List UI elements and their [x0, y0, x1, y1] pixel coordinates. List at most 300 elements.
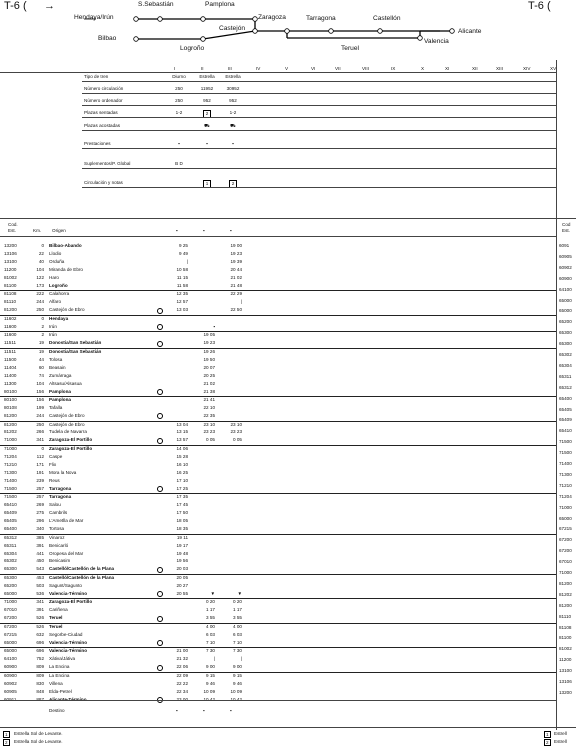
station-km: 503	[36, 582, 44, 588]
station-name: Tortosa	[49, 526, 65, 532]
stop-circle-icon	[157, 324, 163, 330]
station-km: 244	[36, 299, 44, 305]
station-km: 2	[41, 332, 44, 338]
time-col-1: 22 09	[176, 672, 188, 678]
time-col-1: 22 22	[176, 680, 188, 686]
station-km: 104	[36, 380, 44, 386]
time-col-1: 20 55	[176, 590, 188, 596]
station-km: 19	[38, 348, 44, 354]
time-col-3: 7 30	[233, 648, 242, 654]
group-divider	[0, 493, 556, 494]
info-row-label: Prestaciones	[84, 141, 111, 146]
info-row-value: 1-2	[229, 110, 237, 115]
footnote-number: 1	[5, 732, 8, 737]
station-name: Segorbe-Ciudad	[49, 631, 83, 637]
station-code: 71500	[4, 485, 17, 491]
time-col-3: 22 29	[230, 291, 242, 297]
time-col-3: 22 50	[230, 307, 242, 313]
station-name: Llodio	[49, 250, 62, 256]
station-name: L'Ametlla de Mar	[49, 518, 84, 524]
station-code: 65409	[4, 510, 17, 516]
station-km: 0	[41, 243, 44, 248]
time-col-2: 19 05	[203, 332, 215, 338]
time-col-1: 14 06	[176, 445, 188, 451]
right-station-code: 71500	[559, 439, 572, 445]
right-station-code: 81108	[559, 624, 572, 630]
station-name: Cariñena	[49, 607, 68, 613]
group-divider	[0, 290, 556, 291]
station-name: Logroño	[49, 282, 68, 288]
time-col-1: 13 15	[176, 429, 188, 435]
station-km: 391	[36, 542, 44, 548]
time-col-3: 19 00	[230, 243, 242, 248]
station-code: 65000	[4, 639, 17, 645]
divider	[0, 236, 556, 237]
station-code: 65400	[4, 526, 17, 532]
time-col-3: 21 48	[230, 282, 242, 288]
station-name: Castejón de Ebro	[49, 307, 85, 313]
station-km: 0	[41, 445, 44, 451]
map-label-logrono: Logroño	[180, 45, 205, 52]
info-row-label: Plazas acostadas	[84, 123, 121, 128]
col-numeral: XV	[550, 66, 557, 71]
time-col-1: 9 25	[179, 243, 188, 248]
station-name: Salou	[49, 502, 61, 508]
time-col-3: 9 15	[233, 672, 242, 678]
destino-mark: ▪	[230, 708, 232, 713]
time-col-3: 23 10	[230, 421, 242, 427]
station-name: Reus	[49, 477, 60, 483]
station-km: 391	[36, 607, 44, 613]
station-name: Valencia-Término	[49, 639, 88, 645]
station-km: 526	[36, 623, 44, 629]
station-km: 341	[36, 599, 44, 605]
station-code: 71400	[4, 477, 17, 483]
col-numeral: XII	[472, 66, 478, 71]
info-row-value: 952	[229, 98, 237, 103]
time-col-2: 21 38	[203, 388, 215, 394]
right-station-code: 81110	[559, 613, 572, 619]
stop-circle-icon	[157, 486, 163, 492]
info-row-label: Circulación y notas	[84, 180, 123, 185]
station-code: 60911	[4, 696, 17, 702]
origin-mark: ▪	[203, 228, 205, 233]
station-code: 11500	[4, 356, 17, 362]
right-station-code: 67215	[559, 526, 572, 532]
info-row-divider	[82, 187, 556, 188]
stop-circle-icon	[157, 389, 163, 395]
right-station-code: 65400	[559, 395, 572, 401]
station-code: 65312	[4, 534, 17, 540]
destino-mark: ▪	[203, 708, 205, 713]
station-code: 65304	[4, 550, 17, 556]
time-col-2: 21 02	[203, 380, 215, 386]
footnote-number: 1	[546, 732, 549, 737]
station-km: 250	[36, 421, 44, 427]
col-numeral: VII	[335, 66, 341, 71]
time-col-1: 11 58	[176, 282, 188, 288]
station-km: 526	[36, 615, 44, 621]
col-numeral: V	[285, 66, 289, 71]
col-numeral: VI	[311, 66, 316, 71]
info-row-value: ▪	[232, 141, 234, 146]
station-name: Tolosa	[49, 356, 63, 362]
station-name: Vinaroz	[49, 534, 65, 540]
right-station-code: 71400	[559, 461, 572, 466]
station-code: 71300	[4, 469, 17, 475]
station-code: 65311	[4, 542, 17, 548]
station-code: 65300	[4, 574, 17, 580]
time-col-2: 9 46	[206, 680, 215, 686]
station-code: 67200	[4, 615, 17, 621]
station-km: 269	[36, 502, 44, 508]
station-name: Valencia-Término	[49, 648, 88, 654]
right-station-code: 71500	[559, 450, 572, 456]
time-col-1: 17 35	[176, 494, 188, 500]
right-station-code: 81200	[559, 602, 572, 608]
time-col-3: 3 55	[233, 615, 242, 621]
time-col-3: 7 10	[233, 639, 242, 645]
station-code: 67010	[4, 607, 17, 613]
group-divider	[0, 421, 556, 422]
map-label-sebastian: S.Sebastián	[138, 1, 174, 8]
right-station-code: 81100	[559, 635, 572, 641]
map-label-teruel: Teruel	[341, 45, 359, 52]
col-numeral: IX	[391, 66, 396, 71]
time-col-1: 20 05	[176, 574, 188, 580]
right-table-title: T-6 (	[528, 0, 551, 12]
time-col-2: 9 00	[206, 664, 215, 670]
station-code: 81100	[4, 282, 17, 288]
right-station-code: 65300	[559, 330, 572, 336]
station-code: 71204	[4, 453, 17, 459]
time-col-2: 10 42	[203, 696, 215, 702]
station-name: Tudela de Navarra	[49, 429, 87, 435]
time-col-3: 1 17	[233, 607, 242, 613]
station-name: Tarragona	[49, 494, 72, 500]
time-col-3: 19 39	[230, 258, 242, 264]
right-station-code: 65405	[559, 406, 572, 412]
station-km: 257	[36, 494, 44, 500]
col-header-km: Km.	[33, 228, 42, 233]
map-label-castellon: Castellón	[373, 15, 401, 22]
time-col-2: 23 10	[203, 421, 215, 427]
col-header-right-cod: Cod	[562, 222, 571, 227]
time-col-2: 23 23	[203, 429, 215, 435]
time-col-2: 3 55	[206, 615, 215, 621]
col-numeral: IV	[256, 66, 261, 71]
time-col-2: 20 25	[203, 372, 215, 378]
divider	[0, 700, 556, 701]
stop-circle-icon	[157, 567, 163, 573]
stop-circle-icon	[157, 616, 163, 622]
time-col-2: 6 03	[206, 631, 215, 637]
map-label-hendaya: Hendaya/Irún	[74, 14, 114, 21]
station-code: 71000	[4, 437, 17, 443]
info-row-value: B D	[175, 161, 183, 166]
station-name: Zumárraga	[49, 372, 72, 378]
col-numeral: XIII	[496, 66, 503, 71]
time-col-1: 20 27	[176, 582, 188, 588]
time-col-1: 17 50	[176, 510, 188, 516]
station-km: 156	[36, 388, 44, 394]
station-km: 22	[38, 250, 44, 256]
station-name: Valencia-Término	[49, 590, 88, 596]
station-code: 65302	[4, 558, 17, 564]
footnote-text: Estrell	[554, 731, 567, 736]
time-col-2: ▪	[213, 323, 215, 329]
destino-mark: ▪	[176, 708, 178, 713]
time-col-1: 21 32	[176, 656, 188, 662]
info-row-value: 952	[203, 98, 211, 103]
footnote-text: Estrella Sol de Levante.	[14, 739, 63, 744]
time-col-1: 22 06	[176, 664, 188, 670]
station-code: 11602	[4, 315, 17, 321]
station-name: Teruel	[49, 615, 63, 621]
divider	[556, 60, 557, 730]
col-numeral: VIII	[362, 66, 369, 71]
station-km: 19	[38, 340, 44, 346]
time-col-1: 12 57	[176, 299, 188, 305]
station-km: 275	[36, 510, 44, 516]
right-station-code: 13100	[559, 668, 572, 674]
time-col-1: 13 04	[176, 421, 188, 427]
time-col-2: 22 10	[203, 405, 215, 410]
info-row-value: Estrella	[225, 74, 241, 79]
col-numeral: II	[201, 66, 204, 71]
time-col-2: 21 41	[203, 397, 215, 403]
station-km: 250	[36, 307, 44, 313]
right-station-code: 71000	[559, 570, 572, 575]
right-station-code: 71300	[559, 471, 572, 477]
time-col-1: 16 25	[176, 469, 188, 475]
station-km: 2	[41, 323, 44, 329]
time-col-3: 9 00	[233, 664, 242, 670]
time-col-2: 22 35	[203, 412, 215, 418]
station-code: 13106	[4, 250, 17, 256]
time-col-1: 18 05	[176, 518, 188, 524]
time-col-1: 19 56	[176, 558, 188, 564]
stop-circle-icon	[157, 438, 163, 444]
station-km: 441	[36, 550, 44, 556]
right-station-code: 65410	[559, 428, 572, 434]
time-col-1: 18 35	[176, 526, 188, 532]
station-code: 81200	[4, 412, 17, 418]
time-col-1: 16 10	[176, 461, 188, 467]
footnote-text: Estrella Sol de Levante.	[14, 731, 63, 736]
station-name: La Encina	[49, 664, 70, 670]
station-km: 696	[36, 648, 44, 654]
col-header-est: Est.	[8, 228, 16, 233]
right-station-code: 67200	[559, 537, 572, 543]
right-station-code: 65000	[559, 515, 572, 521]
info-row-value: 250	[175, 98, 183, 103]
info-row-value: ⛟	[204, 123, 210, 128]
time-col-1: 21 00	[176, 648, 188, 654]
station-km: 122	[36, 274, 44, 280]
station-km: 266	[36, 429, 44, 435]
time-col-1: 19 48	[176, 550, 188, 556]
station-code: 80108	[4, 405, 17, 410]
station-code: 81200	[4, 307, 17, 313]
time-col-2: 20 07	[203, 364, 215, 370]
right-station-code: 65000	[559, 308, 572, 314]
station-code: 81202	[4, 429, 17, 435]
station-name: Alfaro	[49, 299, 62, 305]
col-header-cod: Cod.	[8, 222, 18, 227]
time-col-1: 17 10	[176, 477, 188, 483]
time-col-1: 9 49	[179, 250, 188, 256]
right-station-code: 13200	[559, 689, 572, 695]
station-code: 11400	[4, 372, 17, 378]
right-station-code: 60902	[559, 264, 572, 270]
time-col-1: 22 34	[176, 688, 188, 694]
station-km: 222	[36, 291, 44, 297]
time-col-1: 19 11	[176, 534, 188, 540]
station-code: 11200	[4, 266, 17, 272]
col-numeral: X	[421, 66, 425, 71]
stop-circle-icon	[157, 341, 163, 347]
station-code: 71000	[4, 599, 17, 605]
right-station-code: 71210	[559, 482, 572, 488]
origin-mark: ▪	[176, 228, 178, 233]
right-station-code: 60900	[559, 275, 572, 281]
divider	[0, 218, 576, 219]
station-name: Zaragoza-El Portillo	[49, 599, 93, 605]
time-col-3: 21 02	[230, 274, 242, 280]
info-row-label: Número ordenador	[84, 98, 123, 103]
time-col-2: 19 50	[203, 356, 215, 362]
station-code: 65000	[4, 590, 17, 596]
right-station-code: 65304	[559, 362, 572, 368]
station-km: 173	[36, 282, 44, 288]
right-station-code: 65409	[559, 417, 572, 423]
info-row-value: 11952	[200, 86, 214, 91]
time-col-2: 1 17	[206, 607, 215, 613]
station-name: Bilbao-Abando	[49, 243, 82, 248]
station-km: 340	[36, 526, 44, 532]
divider	[0, 72, 556, 73]
group-divider	[0, 331, 556, 332]
station-name: Villena	[49, 680, 63, 686]
footnote-number: 2	[546, 740, 549, 745]
station-km: 632	[36, 631, 44, 637]
station-name: Benicarló	[49, 542, 69, 548]
group-divider	[0, 534, 556, 535]
station-km: 830	[36, 680, 44, 686]
info-row-divider	[82, 81, 556, 82]
time-col-2: 0 20	[206, 599, 215, 605]
time-col-3: |	[240, 299, 242, 305]
station-km: 848	[36, 688, 44, 694]
time-col-3: 23 23	[230, 429, 242, 435]
map-label-bilbao: Bilbao	[98, 35, 117, 42]
arrow-right-icon: →	[44, 0, 55, 12]
time-col-2: 19 26	[203, 348, 215, 354]
station-name: Donostia/San Sebastián	[49, 348, 102, 354]
time-col-3: 20 44	[230, 266, 242, 272]
station-name: Beasain	[49, 364, 66, 370]
station-name: Orduña	[49, 258, 65, 264]
station-code: 65200	[4, 582, 17, 588]
group-divider	[0, 672, 556, 673]
stop-circle-icon	[157, 640, 163, 646]
col-header-origen: Origen	[52, 228, 66, 233]
station-name: Castelló/Castellón de la Plana	[49, 574, 115, 580]
info-row-divider	[82, 148, 556, 149]
time-col-1: 15 28	[176, 453, 188, 459]
info-row-divider	[82, 105, 556, 106]
group-divider	[0, 623, 556, 624]
table-title: T-6 (	[4, 0, 27, 12]
time-col-1: 20 03	[176, 566, 188, 572]
info-row-divider	[82, 130, 556, 131]
station-name: Elda-Petrel	[49, 688, 72, 694]
station-code: 11300	[4, 380, 17, 386]
group-divider	[0, 315, 556, 316]
right-station-code: 81200	[559, 580, 572, 586]
station-code: 81200	[4, 421, 17, 427]
station-km: 696	[36, 639, 44, 645]
station-name: Mora la Nova	[49, 469, 77, 475]
station-code: 71000	[4, 445, 17, 451]
station-code: 65000	[4, 648, 17, 654]
station-code: 81110	[4, 299, 17, 305]
right-station-code: 65300	[559, 341, 572, 347]
time-col-3: |	[240, 656, 242, 662]
info-row-value: ▪	[206, 141, 208, 146]
station-name: Tafalla	[49, 405, 63, 410]
station-km: 887	[36, 696, 44, 702]
station-km: 239	[36, 477, 44, 483]
station-km: 385	[36, 534, 44, 540]
station-name: Calahorra	[49, 291, 70, 297]
station-km: 40	[38, 258, 44, 264]
info-row-value: 2	[203, 110, 211, 118]
divider	[0, 727, 576, 728]
station-km: 257	[36, 485, 44, 491]
time-col-3: 10 09	[230, 688, 242, 694]
station-km: 809	[36, 672, 44, 678]
right-station-code: 67200	[559, 548, 572, 554]
station-km: 0	[41, 315, 44, 321]
right-station-code: 11200	[559, 657, 572, 663]
time-col-2: 7 30	[206, 648, 215, 654]
station-km: 191	[36, 469, 44, 475]
station-name: Flix	[49, 461, 57, 467]
info-row-value: Estrella	[199, 74, 215, 79]
station-code: 65405	[4, 518, 17, 524]
time-col-3: 9 46	[233, 680, 242, 686]
info-row-value: 30952	[226, 86, 240, 91]
col-numeral: XIV	[523, 66, 531, 71]
station-name: Haro	[49, 274, 59, 280]
station-code: 65300	[4, 566, 17, 572]
station-code: 13200	[4, 243, 17, 248]
map-label-pamplona: Pamplona	[205, 1, 235, 8]
time-col-2: 4 00	[206, 623, 215, 629]
group-divider	[0, 647, 556, 648]
group-divider	[0, 396, 556, 397]
time-col-1: 17 25	[176, 485, 188, 491]
station-name: Castejón de Ebro	[49, 421, 85, 427]
info-row-value: 1	[203, 180, 211, 188]
footnote-text: Estrell	[554, 739, 567, 744]
right-station-code: 67010	[559, 559, 572, 565]
station-name: Zaragoza-El Portillo	[49, 437, 93, 443]
station-name: Xàtiva/Játiva	[49, 656, 76, 662]
right-station-code: 13106	[559, 679, 572, 684]
